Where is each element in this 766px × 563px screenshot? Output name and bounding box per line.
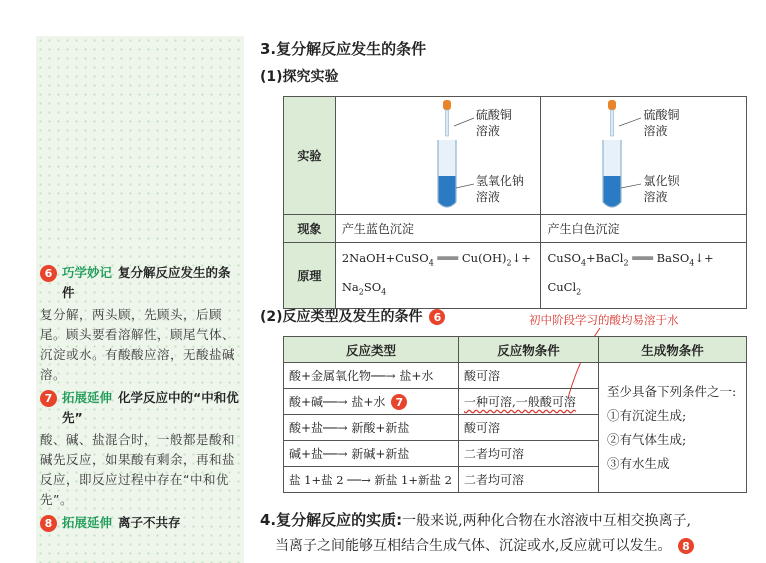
- part-2-title: [260, 306, 445, 326]
- tip-8-title: 离子不共存: [118, 515, 181, 530]
- right-equation: CuSO$_4$+BaCl$_2$ ═══ BaSO$_4$↓+ CuCl$_2$: [541, 243, 747, 309]
- right-top-reagent: 硫酸铜溶液: [643, 108, 680, 138]
- experiment-table: [283, 96, 747, 309]
- row-3-type: 酸+盐──→ 新酸+新盐: [284, 415, 459, 441]
- row-2-type-text: 酸+碱──→ 盐+水: [289, 394, 386, 409]
- header-reaction-type: 反应类型: [284, 337, 459, 363]
- tip-7-text: 酸、碱、盐混合时，一般都是酸和碱先反应，如果酸有剩余，再和盐反应，即反应过程中存在“中和优先”。: [40, 432, 236, 507]
- part-2-badge: 6: [429, 309, 445, 325]
- experiment-right-cell: [541, 97, 747, 215]
- section-4-line-2: [275, 535, 694, 555]
- header-product-condition: 生成物条件: [599, 337, 747, 363]
- tip-7-title: 化学反应中的“中和优先”: [62, 390, 239, 425]
- left-phenomenon: 产生蓝色沉淀: [335, 215, 541, 243]
- row-4-type: 碱+盐──→ 新碱+新盐: [284, 441, 459, 467]
- product-condition-1: ①有沉淀生成;: [607, 407, 687, 423]
- row-5-type: 盐 1+盐 2 ──→ 新盐 1+新盐 2: [284, 467, 459, 493]
- row-1-type: 酸+金属氧化物──→ 盐+水: [284, 363, 459, 389]
- sidebar-tips: [40, 262, 242, 533]
- tip-7-kind: 拓展延伸: [62, 390, 113, 405]
- handwritten-annotation: 初中阶段学习的酸均易溶于水: [529, 313, 679, 327]
- row-2-badge: 7: [391, 394, 407, 410]
- row-5-cond: 二者均可溶: [459, 467, 599, 493]
- header-reactant-condition: 反应物条件: [459, 337, 599, 363]
- section-4-line-1: [260, 509, 691, 530]
- reaction-table: [283, 336, 747, 493]
- row-2-cond: [459, 389, 599, 415]
- row-3-cond: 酸可溶: [459, 415, 599, 441]
- tip-6-kind: 巧学妙记: [62, 265, 113, 280]
- tip-8-heading: [40, 513, 242, 533]
- tip-7-heading: [40, 388, 242, 428]
- row-1-cond: 酸可溶: [459, 363, 599, 389]
- left-bottom-reagent: 氢氧化钠溶液: [475, 174, 524, 204]
- product-conditions-cell: [599, 363, 747, 493]
- section-4-text-2: 当离子之间能够互相结合生成气体、沉淀或水,反应就可以发生。: [275, 538, 672, 554]
- row-2-cond-text: 一种可溶,一般酸可溶: [464, 395, 576, 409]
- row-label-principle: 原理: [284, 243, 336, 309]
- section-4-badge: 8: [678, 538, 694, 554]
- product-condition-2: ②有气体生成;: [607, 431, 687, 447]
- row-2-type: [284, 389, 459, 415]
- tip-8-kind: 拓展延伸: [62, 515, 113, 530]
- part-1-title: (1)探究实验: [260, 69, 339, 85]
- tip-8-badge: 8: [40, 515, 57, 532]
- right-phenomenon: 产生白色沉淀: [541, 215, 747, 243]
- tip-6-title: 复分解反应发生的条件: [62, 265, 231, 300]
- part-2-title-text: (2)反应类型及发生的条件: [260, 309, 423, 325]
- tip-6-badge: 6: [40, 265, 57, 282]
- left-equation: 2NaOH+CuSO$_4$ ═══ $Cu(OH)_2↓+$ $Na_2SO_4$: [335, 243, 541, 309]
- tip-6-text: 复分解，两头顾，先顾头，后顾尾。顾头要看溶解性，顾尾气体、沉淀或水。有酸酸应溶，无酸盐碱溶。: [40, 307, 236, 382]
- row-label-phenomenon: 现象: [284, 215, 336, 243]
- section-4-text-1: 一般来说,两种化合物在水溶液中互相交换离子,: [402, 513, 692, 529]
- row-4-cond: 二者均可溶: [459, 441, 599, 467]
- product-condition-3: ③有水生成: [607, 455, 670, 471]
- product-condition-intro: 至少具备下列条件之一:: [607, 383, 737, 399]
- table-row: [284, 363, 747, 389]
- row-label-experiment: 实验: [284, 97, 336, 215]
- left-top-reagent: 硫酸铜溶液: [475, 108, 512, 138]
- right-bottom-reagent: 氯化钡溶液: [643, 174, 680, 204]
- section-3-title: 3.复分解反应发生的条件: [260, 40, 427, 58]
- experiment-left-cell: [335, 97, 541, 215]
- tip-6-heading: [40, 263, 242, 303]
- section-4-label: 4.复分解反应的实质:: [260, 511, 403, 529]
- tip-7-badge: 7: [40, 390, 57, 407]
